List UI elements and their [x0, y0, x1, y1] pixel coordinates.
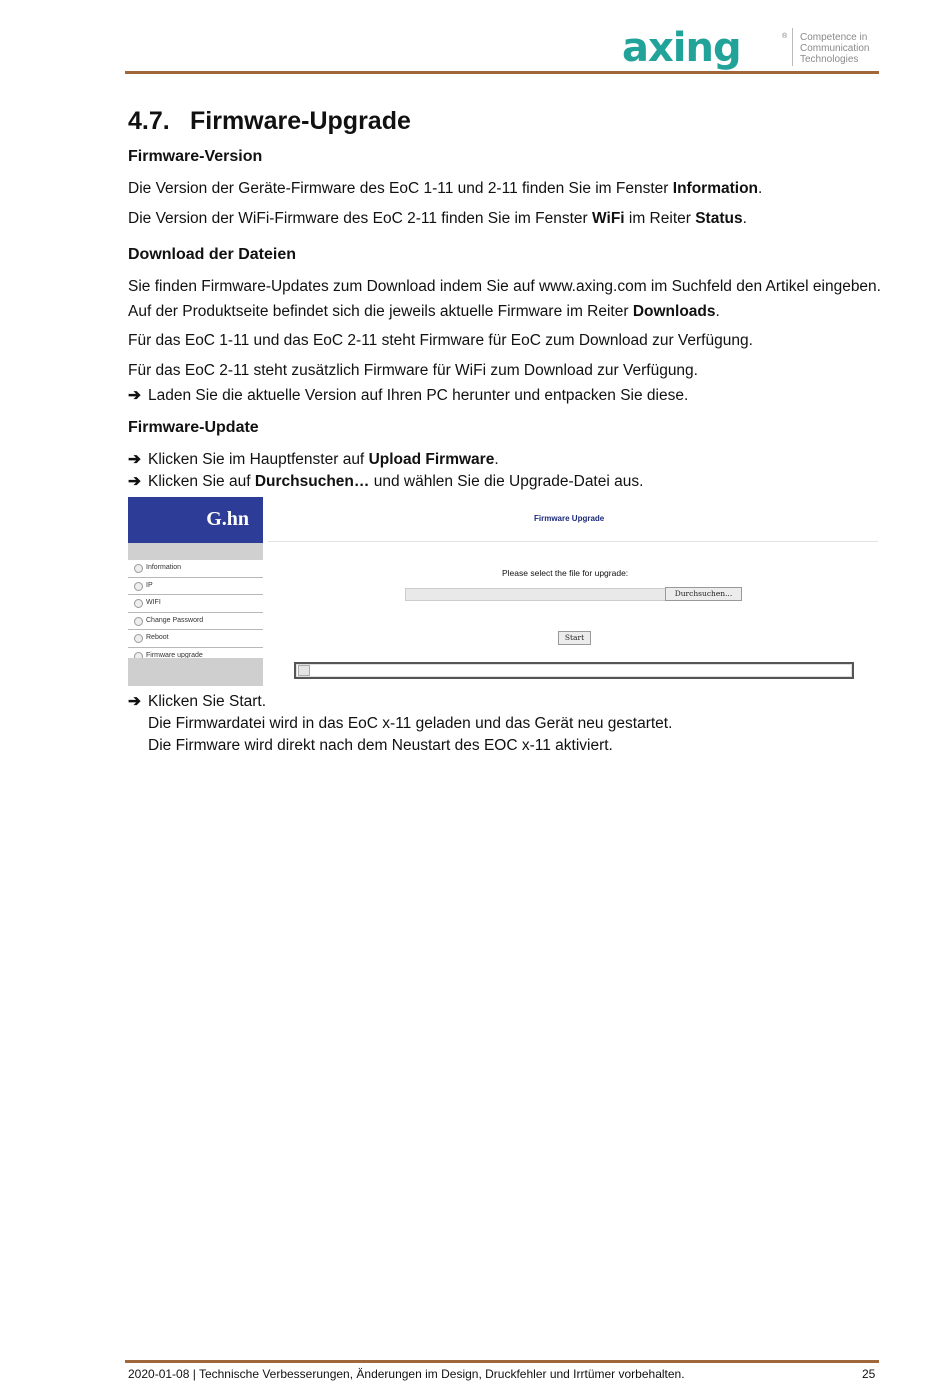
bullet-icon: [134, 617, 143, 626]
registered-mark: ®: [782, 33, 788, 40]
instruction-step: [128, 386, 688, 406]
section-title: [128, 106, 411, 136]
paragraph: Die Firmwardatei wird in das EoC x-11 geladen und das Gerät neu gestartet.: [148, 715, 673, 732]
logo-separator: [792, 28, 793, 66]
bold-text: Durchsuchen…: [254, 473, 370, 490]
bullet-icon: [134, 634, 143, 643]
arrow-right-icon: ➔: [128, 387, 141, 404]
tagline-line: Competence in: [800, 32, 868, 43]
browse-button[interactable]: Durchsuchen...: [665, 587, 742, 601]
paragraph: [128, 209, 747, 229]
text: .: [494, 451, 499, 468]
bold-text: Information: [672, 180, 759, 197]
paragraph: Für das EoC 2-11 steht zusätzlich Firmware für WiFi zum Download zur Verfügung.: [128, 362, 698, 379]
heading-firmware-update: Firmware-Update: [128, 419, 259, 436]
heading-firmware-version: Firmware-Version: [128, 148, 263, 165]
footer-rule: [125, 1360, 879, 1363]
text: Klicken Sie auf: [148, 473, 255, 490]
text: im Reiter: [624, 210, 696, 227]
brand-label: G.hn: [206, 508, 249, 530]
paragraph: [128, 179, 762, 199]
arrow-right-icon: ➔: [128, 473, 141, 490]
sidebar-item-label: WIFI: [146, 599, 161, 606]
text: .: [715, 303, 720, 320]
file-path-input[interactable]: [405, 588, 666, 601]
paragraph: [128, 302, 720, 322]
text: .: [742, 210, 747, 227]
sidebar-menu: [128, 560, 263, 665]
bold-text: Status: [695, 210, 743, 227]
tagline-line: Technologies: [800, 54, 859, 65]
section-title-text: Firmware-Upgrade: [190, 107, 411, 135]
upload-progress-bar: [294, 662, 854, 679]
sidebar-item-label: Reboot: [146, 634, 169, 641]
sidebar-item-label: Change Password: [146, 616, 204, 624]
bold-text: Downloads: [632, 303, 716, 320]
bullet-icon: [134, 582, 143, 591]
screen-title: Firmware Upgrade: [534, 514, 605, 523]
text: Klicken Sie im Hauptfenster auf: [148, 451, 369, 468]
header-rule: [125, 71, 879, 74]
start-button[interactable]: Start: [558, 631, 591, 645]
sidebar-item-reboot[interactable]: [128, 630, 263, 648]
bold-text: Upload Firmware: [368, 451, 495, 468]
sidebar-item-information[interactable]: [128, 560, 263, 578]
text: Klicken Sie Start.: [148, 693, 267, 710]
upload-prompt: Please select the file for upgrade:: [502, 568, 629, 578]
text: und wählen Sie die Upgrade-Datei aus.: [369, 473, 644, 490]
arrow-right-icon: ➔: [128, 451, 141, 468]
text: Auf der Produktseite befindet sich die jeweils aktuelle Firmware im Reiter: [128, 303, 633, 320]
bold-text: WiFi: [592, 210, 625, 227]
instruction-step: [128, 450, 499, 470]
paragraph: Sie finden Firmware-Updates zum Download indem Sie auf www.axing.com im Suchfeld den Artikel eingeben.: [128, 278, 881, 295]
firmware-upgrade-screenshot: [128, 496, 878, 688]
arrow-right-icon: ➔: [128, 693, 141, 710]
sidebar-item-wifi[interactable]: [128, 595, 263, 613]
sidebar-item-ip[interactable]: [128, 578, 263, 596]
tagline: [800, 32, 869, 65]
brand-banner: [128, 497, 263, 543]
tagline-line: Communication: [800, 43, 870, 54]
instruction-step: [128, 472, 643, 492]
section-number: 4.7.: [128, 107, 170, 135]
paragraph: Die Firmware wird direkt nach dem Neustart des EOC x-11 aktiviert.: [148, 737, 613, 754]
sidebar-item-label: Information: [146, 564, 182, 571]
text: Die Version der Geräte-Firmware des EoC 1-11 und 2-11 finden Sie im Fenster: [128, 180, 673, 197]
sidebar-footer: [128, 658, 263, 686]
sidebar-item-change-password[interactable]: [128, 613, 263, 631]
text: .: [758, 180, 763, 197]
sidebar-item-label: IP: [146, 581, 153, 589]
bullet-icon: [134, 564, 143, 573]
page-number: 25: [862, 1367, 876, 1381]
progress-indicator: [298, 665, 310, 676]
paragraph: Für das EoC 1-11 und das EoC 2-11 steht Firmware für EoC zum Download zur Verfügung.: [128, 332, 753, 349]
axing-logo: axing: [622, 25, 741, 71]
bullet-icon: [134, 599, 143, 608]
instruction-step: [128, 692, 266, 712]
sidebar-item-label: Firmware upgrade: [146, 651, 203, 659]
text: Die Version der WiFi-Firmware des EoC 2-11 finden Sie im Fenster: [128, 210, 593, 227]
sidebar-spacer: [128, 543, 263, 560]
divider: [268, 541, 878, 542]
text: Laden Sie die aktuelle Version auf Ihren PC herunter und entpacken Sie diese.: [148, 387, 689, 404]
footer-text: 2020-01-08 | Technische Verbesserungen, Änderungen im Design, Druckfehler und Irrtümer vorbehalten.: [128, 1367, 685, 1381]
heading-download: Download der Dateien: [128, 246, 297, 263]
